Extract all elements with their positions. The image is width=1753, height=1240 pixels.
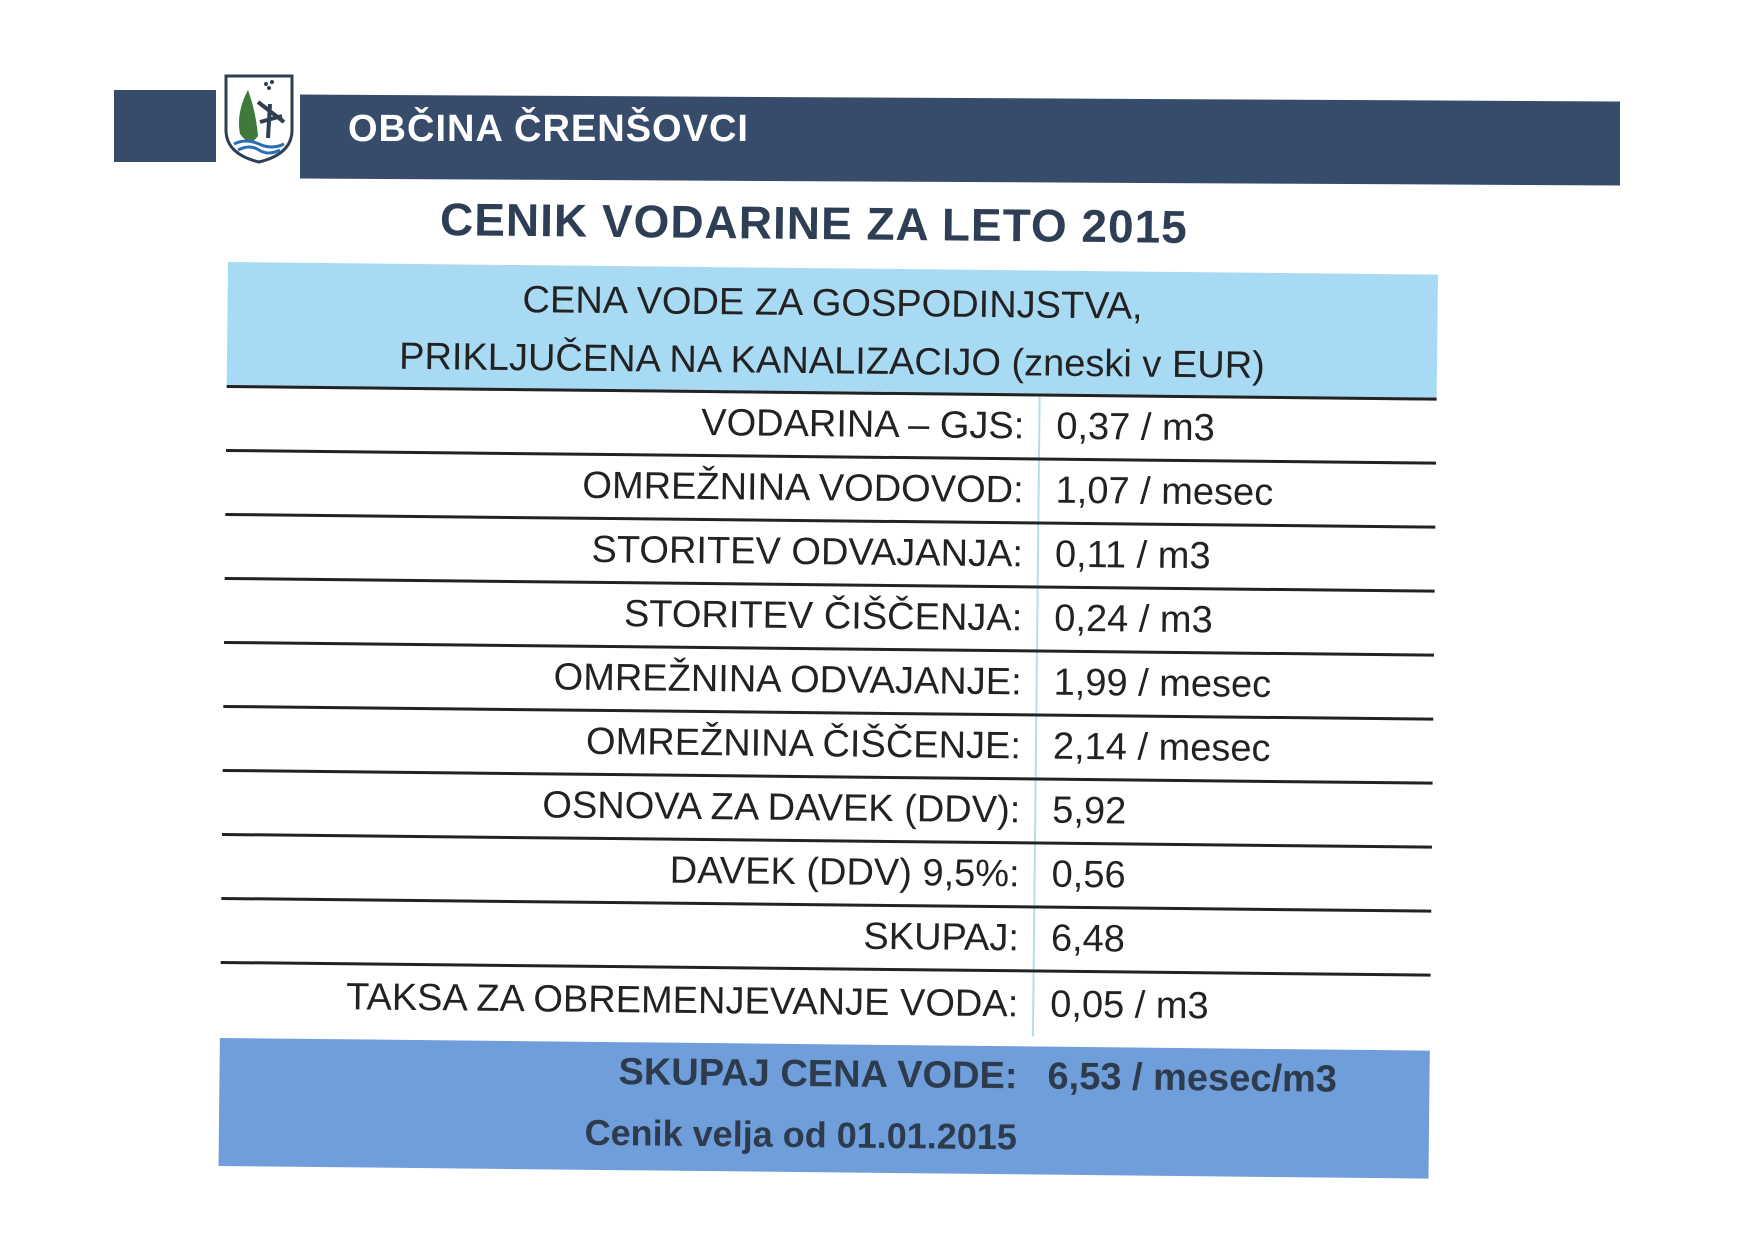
row-value: 0,37 / m3	[1038, 396, 1437, 461]
row-label: SKUPAJ:	[863, 915, 1020, 960]
row-value: 0,56	[1033, 844, 1432, 909]
row-value: 0,05 / m3	[1032, 972, 1431, 1040]
municipal-crest-icon	[222, 72, 296, 164]
total-label: SKUPAJ CENA VODE:	[618, 1050, 1018, 1097]
row-label: TAKSA ZA OBREMENJEVANJE VODA:	[345, 975, 1019, 1025]
header-bar-left	[114, 90, 216, 162]
row-value: 1,99 / mesec	[1035, 652, 1434, 717]
municipality-name: OBČINA ČRENŠOVCI	[348, 108, 749, 150]
row-label: DAVEK (DDV) 9,5%:	[669, 849, 1020, 896]
validity-note: Cenik velja od 01.01.2015	[584, 1111, 1018, 1158]
row-value: 6,48	[1033, 908, 1432, 973]
table-row	[220, 964, 1431, 1041]
row-label: VODARINA – GJS:	[701, 401, 1025, 448]
row-label: STORITEV ODVAJANJA:	[591, 528, 1024, 576]
table-heading-line2: PRIKLJUČENA NA KANALIZACIJO (zneski v EUR)	[398, 335, 1266, 387]
row-label: OSNOVA ZA DAVEK (DDV):	[542, 784, 1021, 832]
total-row	[219, 1038, 1430, 1111]
row-label: OMREŽNINA VODOVOD:	[582, 464, 1024, 512]
table-heading	[227, 262, 1438, 401]
table-total-section	[219, 1038, 1430, 1179]
row-value: 0,11 / m3	[1037, 524, 1436, 589]
table-heading-line1: CENA VODE ZA GOSPODINJSTVA,	[522, 279, 1143, 328]
row-value: 2,14 / mesec	[1035, 716, 1434, 781]
row-value: 5,92	[1034, 780, 1433, 845]
page-title: CENIK VODARINE ZA LETO 2015	[439, 193, 1189, 253]
row-label: OMREŽNINA ČIŠČENJE:	[585, 720, 1022, 768]
total-value: 6,53 / mesec/m3	[1047, 1055, 1338, 1101]
row-value: 0,24 / m3	[1036, 588, 1435, 653]
price-rows	[220, 388, 1437, 1041]
row-label: STORITEV ČIŠČENJA:	[623, 593, 1023, 640]
row-value: 1,07 / mesec	[1037, 460, 1436, 525]
price-table	[218, 262, 1437, 1185]
row-label: OMREŽNINA ODVAJANJE:	[553, 656, 1022, 704]
